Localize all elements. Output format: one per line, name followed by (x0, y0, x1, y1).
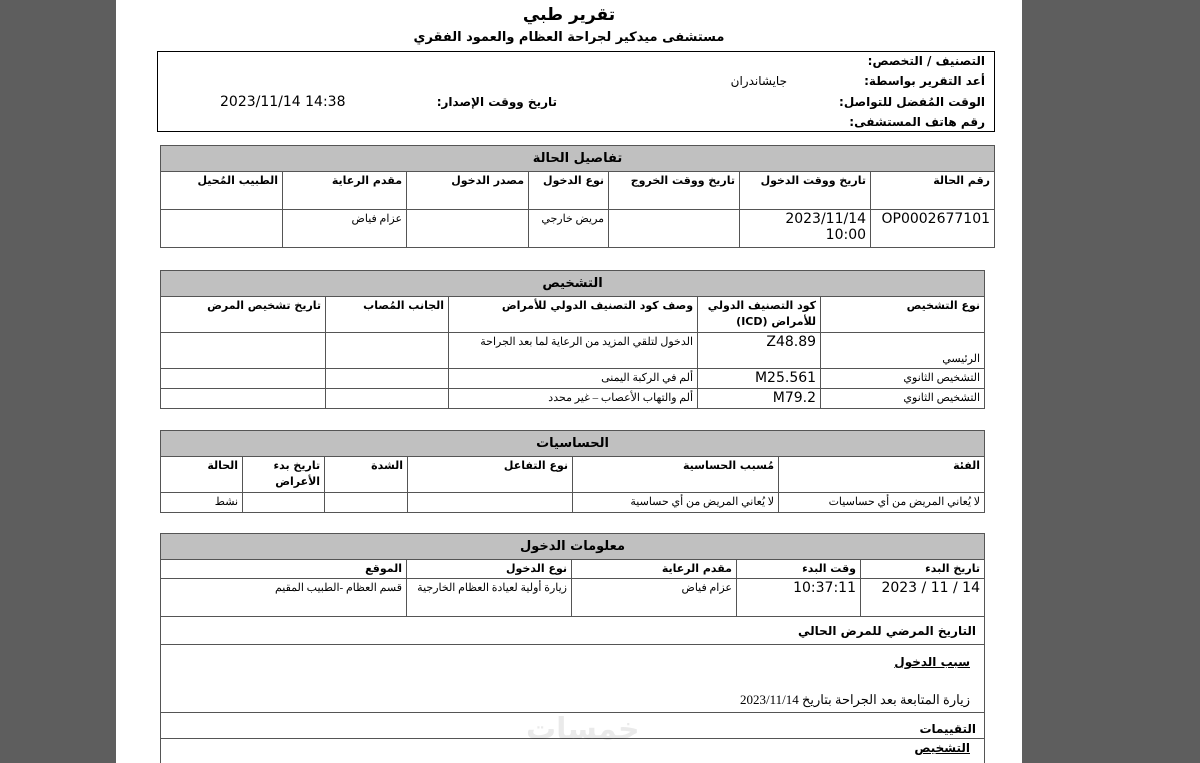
allergy-category: لا يُعاني المريض من أي حساسيات (779, 493, 985, 513)
diagnosis-table (160, 270, 985, 409)
case-details-caption: تفاصيل الحالة (161, 146, 995, 172)
hospital-name: مستشفى ميدكير لجراحة العظام والعمود الفقري (413, 30, 725, 45)
diagnosis-date (161, 333, 326, 369)
case-header: تاريخ ووقت الدخول (740, 172, 871, 210)
diagnosis-header: الجانب المُصاب (326, 297, 449, 333)
case-header: تاريخ ووقت الخروج (609, 172, 740, 210)
case-header: نوع الدخول (529, 172, 609, 210)
icd-description: ألم والتهاب الأعصاب – غير محدد (449, 389, 698, 409)
hospital-phone-label: رقم هاتف المستشفى: (849, 115, 985, 129)
admission-care-provider: عزام فياض (572, 579, 737, 617)
reaction-type (408, 493, 573, 513)
diagnosis-header: وصف كود التصنيف الدولي للأمراض (449, 297, 698, 333)
start-date: 14 / 11 / 2023 (861, 579, 985, 617)
diagnosis-header: تاريخ تشخيص المرض (161, 297, 326, 333)
icd-description: الدخول لتلقي المزيد من الرعاية لما بعد الجراحة (449, 333, 698, 369)
case-number: OP0002677101 (871, 210, 995, 248)
discharge-datetime (609, 210, 740, 248)
icd-description: ألم في الركبة اليمنى (449, 369, 698, 389)
allergy-status: نشط (161, 493, 243, 513)
admission-header: وقت البدء (737, 560, 861, 579)
assessments-title: التقييمات (161, 713, 985, 739)
admission-header: مقدم الرعاية (572, 560, 737, 579)
allergies-table (160, 430, 985, 513)
diagnosis-caption: التشخيص (161, 271, 985, 297)
affected-side (326, 389, 449, 409)
diagnosis-subtitle: التشخيص (161, 739, 985, 763)
diagnosis-date (161, 369, 326, 389)
icd-code: M25.561 (698, 369, 821, 389)
admission-type: مريض خارجي (529, 210, 609, 248)
icd-code: Z48.89 (698, 333, 821, 369)
admission-header: تاريخ البدء (861, 560, 985, 579)
report-info-box (157, 51, 995, 132)
report-page (116, 0, 1022, 763)
diagnosis-type: الرئيسي (821, 333, 985, 369)
prepared-by-label: أعد التقرير بواسطة: (864, 74, 985, 88)
care-provider: عزام فياض (283, 210, 407, 248)
allergen: لا يُعاني المريض من أي حساسية (573, 493, 779, 513)
referring-doctor (161, 210, 283, 248)
admission-source (407, 210, 529, 248)
contact-time-label: الوقت المُفضل للتواصل: (839, 95, 985, 109)
history-title: التاريخ المرضي للمرض الحالي (161, 617, 985, 645)
onset-date (243, 493, 325, 513)
case-header: الطبيب المُحيل (161, 172, 283, 210)
case-details-table (160, 145, 995, 248)
admission-reason-block (161, 645, 985, 713)
allergies-caption: الحساسيات (161, 431, 985, 457)
admission-datetime: 2023/11/14 10:00 (740, 210, 871, 248)
severity (325, 493, 408, 513)
admission-visit-type: زيارة أولية لعيادة العظام الخارجية (407, 579, 572, 617)
allergy-header: نوع التفاعل (408, 457, 573, 493)
diagnosis-date (161, 389, 326, 409)
affected-side (326, 369, 449, 389)
report-title: تقرير طبي (522, 5, 616, 25)
case-header: مقدم الرعاية (283, 172, 407, 210)
allergy-header: مُسبب الحساسية (573, 457, 779, 493)
diagnosis-header: نوع التشخيص (821, 297, 985, 333)
diagnosis-type: التشخيص الثانوي (821, 369, 985, 389)
diagnosis-header: كود التصنيف الدولي للأمراض (ICD) (698, 297, 821, 333)
reason-text: زيارة المتابعة بعد الجراحة بتاريخ 2023/11/14 (739, 692, 970, 707)
admission-location: قسم العظام -الطبيب المقيم (161, 579, 407, 617)
start-time: 10:37:11 (737, 579, 861, 617)
allergy-header: الشدة (325, 457, 408, 493)
specialty-label: التصنيف / التخصص: (867, 54, 985, 68)
admission-header: نوع الدخول (407, 560, 572, 579)
issue-datetime-value: 2023/11/14 14:38 (220, 94, 346, 110)
case-header: مصدر الدخول (407, 172, 529, 210)
prepared-by-value: جايشاندران (730, 74, 787, 88)
allergy-header: تاريخ بدء الأعراض (243, 457, 325, 493)
allergy-header: الفئة (779, 457, 985, 493)
admission-header: الموقع (161, 560, 407, 579)
icd-code: M79.2 (698, 389, 821, 409)
admission-info-caption: معلومات الدخول (161, 534, 985, 560)
affected-side (326, 333, 449, 369)
allergy-header: الحالة (161, 457, 243, 493)
case-header: رقم الحالة (871, 172, 995, 210)
issue-datetime-label: تاريخ ووقت الإصدار: (436, 95, 557, 109)
reason-title: سبب الدخول (894, 655, 970, 669)
watermark: خمسات (526, 712, 640, 747)
diagnosis-type: التشخيص الثانوي (821, 389, 985, 409)
